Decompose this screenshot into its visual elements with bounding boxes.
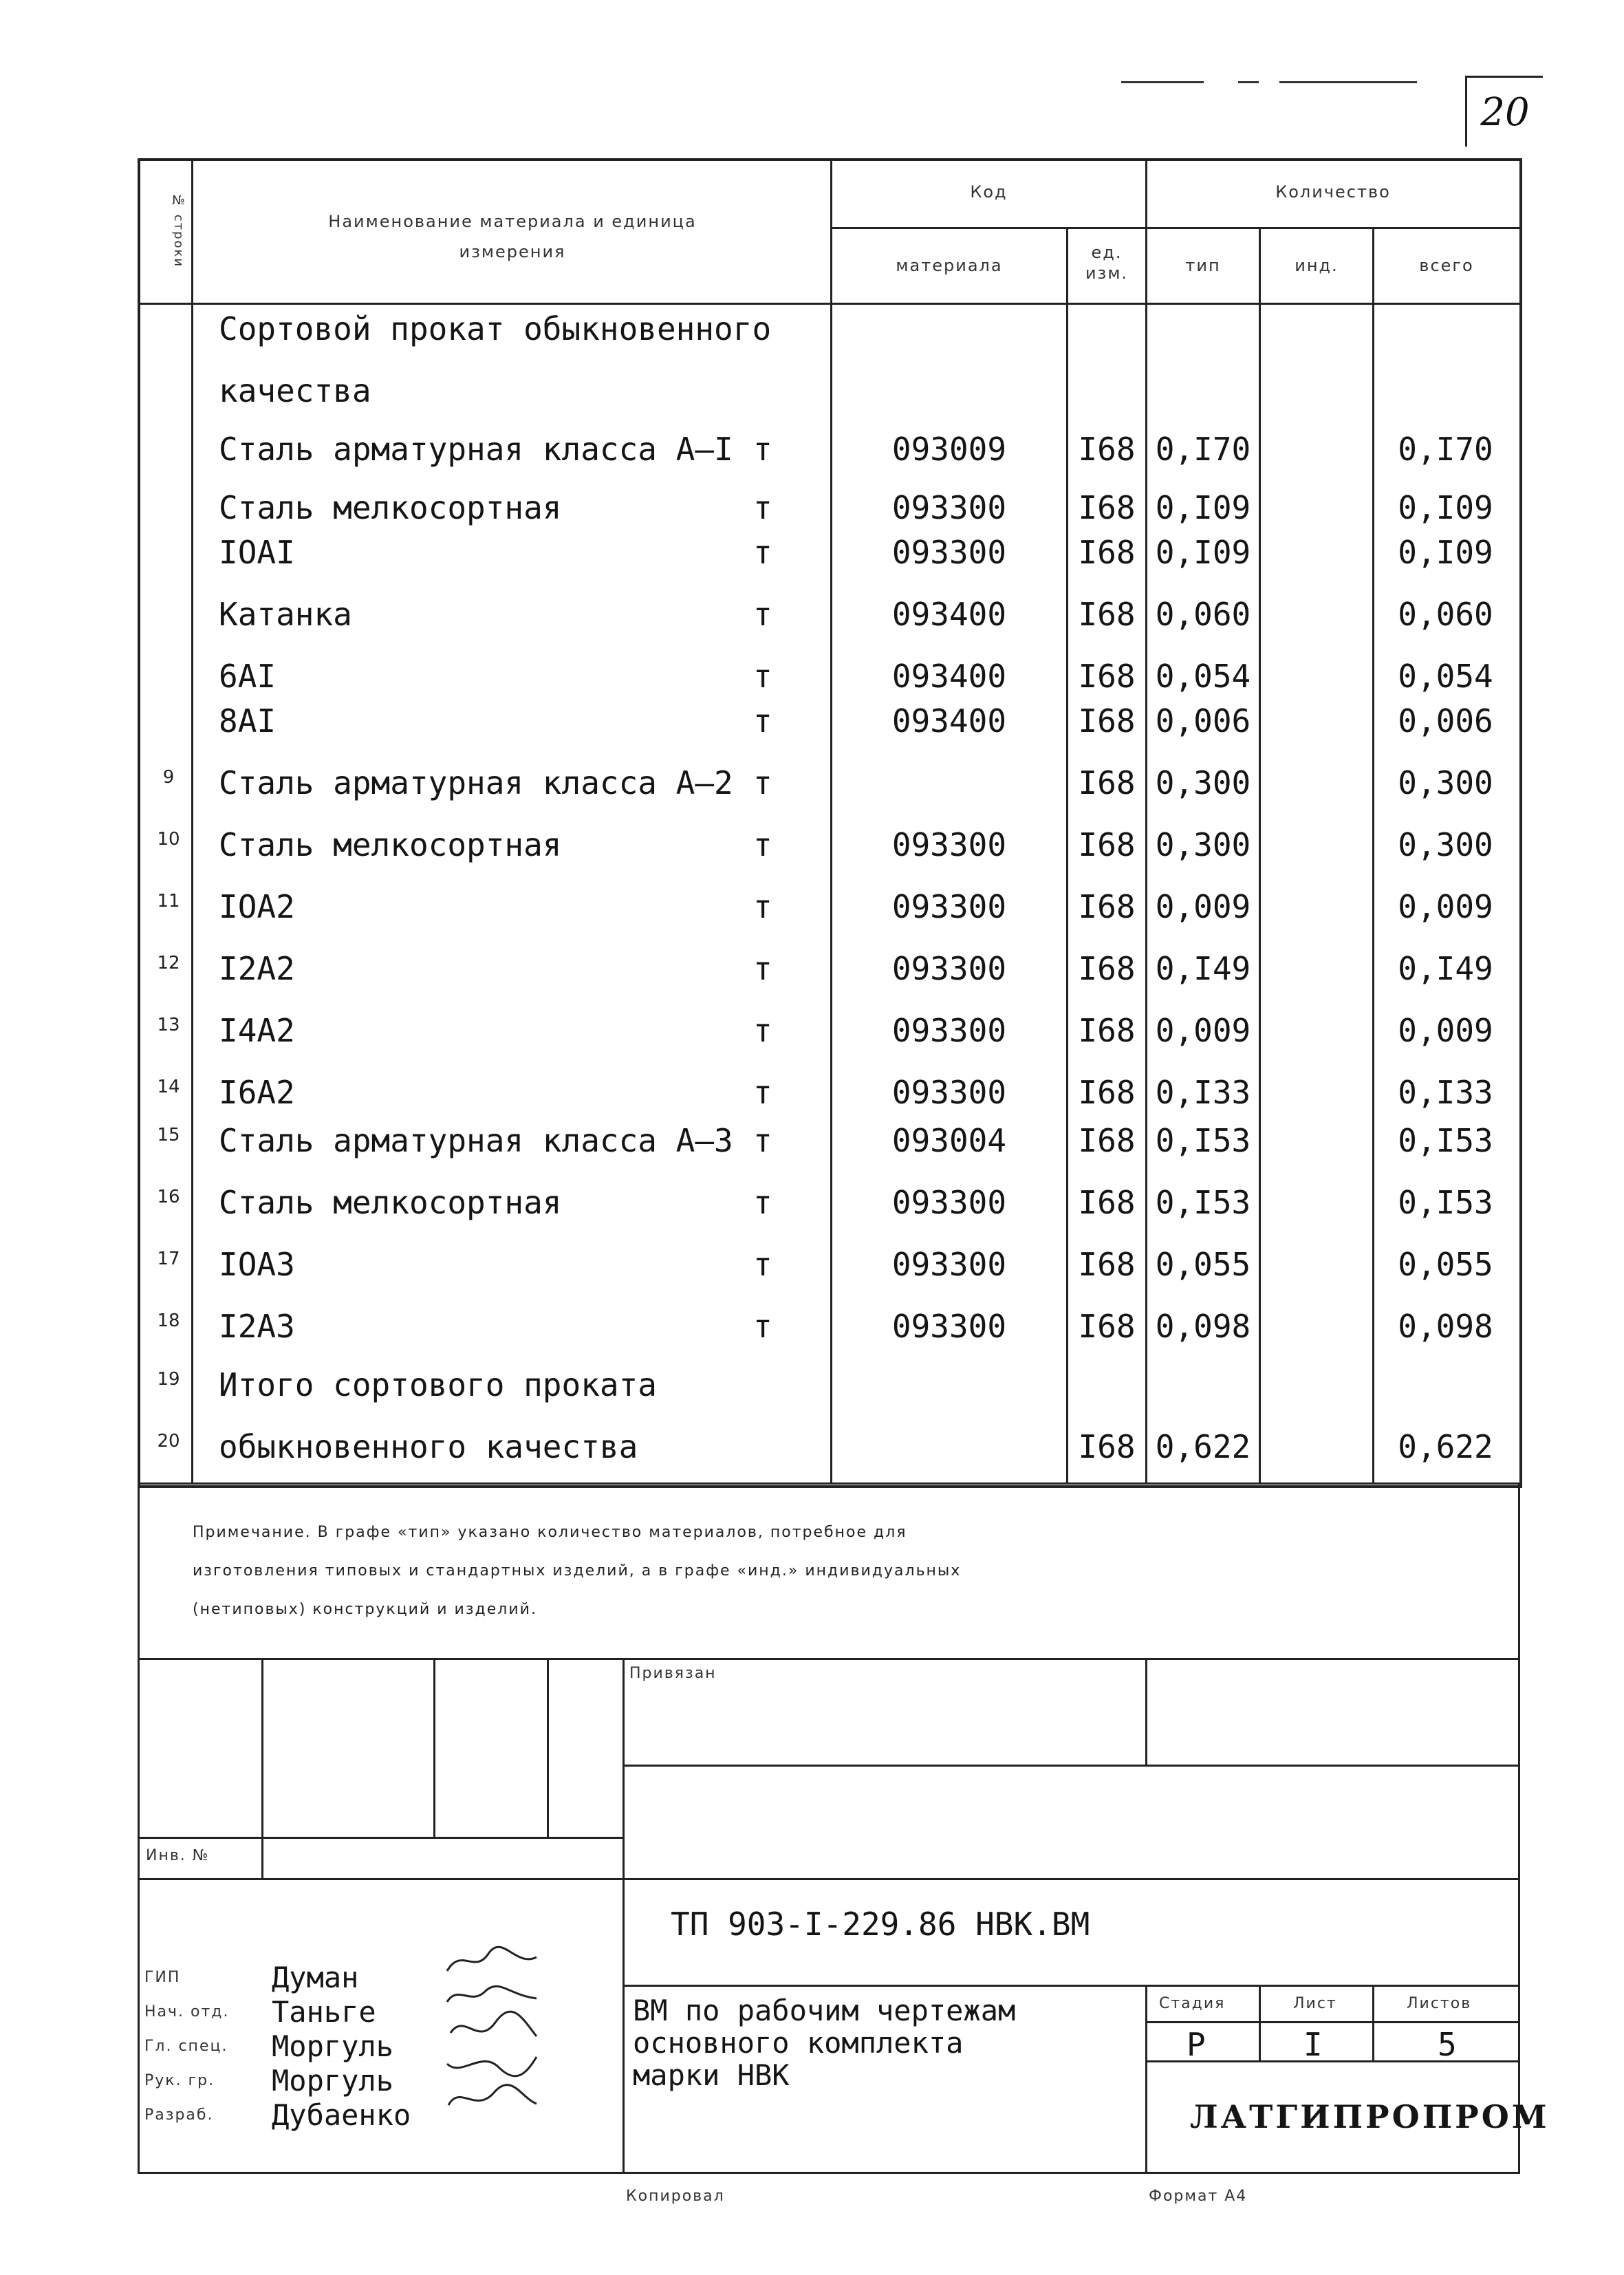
unit-code: I68 xyxy=(1078,489,1136,526)
unit-code: I68 xyxy=(1078,826,1136,863)
header-qty-total: всего xyxy=(1419,256,1474,275)
qty-total: 0,060 xyxy=(1398,596,1493,633)
row-number: 9 xyxy=(162,767,175,788)
inv-no-label: Инв. № xyxy=(146,1847,210,1864)
material-name: Сталь арматурная класса А–2 xyxy=(219,764,733,801)
tb-line-3 xyxy=(138,1878,1520,1880)
signatory-name: Думан xyxy=(272,1961,359,1994)
row-number: 18 xyxy=(157,1311,180,1331)
organization-name: ЛАТГИПРОПРОМ xyxy=(1190,2098,1550,2135)
material-name: I2A2 xyxy=(219,950,295,987)
tb-left-border xyxy=(138,1482,140,2174)
qty-total: 0,055 xyxy=(1398,1246,1493,1283)
unit-code: I68 xyxy=(1078,1012,1136,1049)
signatory-role: Рук. гр. xyxy=(144,2072,215,2089)
col-divider-num xyxy=(191,158,193,1482)
material-unit: т xyxy=(753,1074,772,1111)
sheet-value: I xyxy=(1303,2026,1323,2063)
note-line-1: Примечание. В графе «тип» указано количество материалов, потребное для xyxy=(193,1524,907,1541)
material-name: обыкновенного качества xyxy=(219,1428,638,1465)
unit-code: I68 xyxy=(1078,431,1136,468)
material-name: IOA3 xyxy=(219,1246,295,1283)
unit-code: I68 xyxy=(1078,1122,1136,1159)
material-name: Сортовой прокат обыкновенного xyxy=(219,310,772,347)
material-code: 093300 xyxy=(891,950,1007,987)
material-code: 093300 xyxy=(891,1246,1007,1283)
unit-code: I68 xyxy=(1078,764,1136,801)
title-line-2: основного комплекта xyxy=(633,2026,964,2060)
material-unit: т xyxy=(753,826,772,863)
sheets-value: 5 xyxy=(1438,2026,1457,2063)
qty-total: 0,I09 xyxy=(1398,534,1493,571)
signatory-name: Моргуль xyxy=(272,2029,394,2063)
qty-total: 0,I33 xyxy=(1398,1074,1493,1111)
tb-divider-main xyxy=(622,1658,625,2174)
material-unit: т xyxy=(753,1184,772,1221)
material-code: 093300 xyxy=(891,1184,1007,1221)
qty-total: 0,I70 xyxy=(1398,431,1493,468)
unit-code: I68 xyxy=(1078,1184,1136,1221)
material-name: Итого сортового проката xyxy=(219,1366,657,1403)
material-unit: т xyxy=(753,431,772,468)
material-name: IOA2 xyxy=(219,888,295,925)
material-name: Сталь мелкосортная xyxy=(219,489,562,526)
qty-typ: 0,I09 xyxy=(1155,489,1251,526)
material-name: I6A2 xyxy=(219,1074,295,1111)
material-unit: т xyxy=(753,950,772,987)
signature-5 xyxy=(440,2078,543,2119)
material-unit: т xyxy=(753,1308,772,1345)
qty-total: 0,098 xyxy=(1398,1308,1493,1345)
row-number: 10 xyxy=(157,829,180,850)
qty-typ: 0,060 xyxy=(1155,596,1251,633)
tb-bottom-line xyxy=(138,2172,1520,2174)
header-bottom-line xyxy=(138,303,1520,305)
qty-typ: 0,009 xyxy=(1155,1012,1251,1049)
qty-total: 0,I53 xyxy=(1398,1122,1493,1159)
material-code: 093300 xyxy=(891,826,1007,863)
tb-grid-v2 xyxy=(433,1658,435,1837)
qty-typ: 0,054 xyxy=(1155,658,1251,695)
material-name: I4A2 xyxy=(219,1012,295,1049)
tb-divider-privyazan xyxy=(1145,1658,1147,1765)
privyazan-label: Привязан xyxy=(629,1665,717,1682)
unit-code: I68 xyxy=(1078,1246,1136,1283)
col-divider-typ xyxy=(1259,227,1261,1482)
tb-line-1 xyxy=(138,1658,1520,1660)
material-unit: т xyxy=(753,1246,772,1283)
col-divider-name xyxy=(830,158,832,1482)
row-number: 17 xyxy=(157,1249,180,1269)
sheet-label: Лист xyxy=(1293,1995,1337,2012)
copied-label: Копировал xyxy=(626,2188,725,2205)
tb-inv-line xyxy=(138,1837,622,1839)
material-name: 6AI xyxy=(219,658,277,695)
tb-grid-v3 xyxy=(547,1658,549,1837)
material-unit: т xyxy=(753,658,772,695)
material-name: Сталь мелкосортная xyxy=(219,826,562,863)
unit-code: I68 xyxy=(1078,596,1136,633)
material-unit: т xyxy=(753,489,772,526)
qty-total: 0,622 xyxy=(1398,1428,1493,1465)
qty-typ: 0,I49 xyxy=(1155,950,1251,987)
material-code: 093400 xyxy=(891,596,1007,633)
material-name: Катанка xyxy=(219,596,352,633)
material-name: I2A3 xyxy=(219,1308,295,1345)
tb-inv-divider xyxy=(261,1837,263,1878)
material-code: 093009 xyxy=(891,431,1007,468)
qty-total: 0,I09 xyxy=(1398,489,1493,526)
qty-typ: 0,I09 xyxy=(1155,534,1251,571)
row-number: 11 xyxy=(157,891,180,912)
qty-typ: 0,I70 xyxy=(1155,431,1251,468)
qty-typ: 0,I53 xyxy=(1155,1184,1251,1221)
signatory-role: Нач. отд. xyxy=(144,2003,230,2020)
unit-code: I68 xyxy=(1078,658,1136,695)
unit-code: I68 xyxy=(1078,1074,1136,1111)
header-code-material: материала xyxy=(896,256,1003,275)
qty-total: 0,I49 xyxy=(1398,950,1493,987)
tb-line-5 xyxy=(1145,2021,1520,2023)
material-code: 093300 xyxy=(891,888,1007,925)
signatory-name: Моргуль xyxy=(272,2064,394,2098)
title-line-1: ВМ по рабочим чертежам xyxy=(633,1994,1016,2027)
unit-code: I68 xyxy=(1078,1428,1136,1465)
header-name: Наименование материала и единица измерения xyxy=(328,212,697,261)
header-qty-group: Количество xyxy=(1275,182,1391,202)
qty-total: 0,300 xyxy=(1398,826,1493,863)
material-code: 093300 xyxy=(891,1074,1007,1111)
qty-total: 0,009 xyxy=(1398,1012,1493,1049)
unit-code: I68 xyxy=(1078,888,1136,925)
header-code-group: Код xyxy=(970,182,1008,202)
material-code: 093300 xyxy=(891,489,1007,526)
stage-value: Р xyxy=(1187,2026,1206,2063)
unit-code: I68 xyxy=(1078,534,1136,571)
row-number: 12 xyxy=(157,953,180,973)
row-number: 14 xyxy=(157,1077,180,1097)
material-code: 093400 xyxy=(891,658,1007,695)
material-unit: т xyxy=(753,764,772,801)
signatory-role: ГИП xyxy=(144,1969,181,1986)
unit-code: I68 xyxy=(1078,950,1136,987)
material-unit: т xyxy=(753,1122,772,1159)
tb-divider-sheets xyxy=(1372,1985,1374,2060)
sheet-number: 20 xyxy=(1465,76,1543,147)
material-name: Сталь арматурная класса А–I xyxy=(219,431,733,468)
qty-total: 0,006 xyxy=(1398,702,1493,740)
material-unit: т xyxy=(753,534,772,571)
qty-typ: 0,055 xyxy=(1155,1246,1251,1283)
material-name: Сталь мелкосортная xyxy=(219,1184,562,1221)
header-qty-typ: тип xyxy=(1185,256,1221,275)
qty-total: 0,009 xyxy=(1398,888,1493,925)
signatory-role: Гл. спец. xyxy=(144,2038,228,2055)
stage-label: Стадия xyxy=(1159,1995,1226,2012)
row-number: 19 xyxy=(157,1369,180,1390)
row-number: 13 xyxy=(157,1015,180,1035)
qty-typ: 0,098 xyxy=(1155,1308,1251,1345)
signatory-name: Дубаенко xyxy=(272,2098,411,2132)
qty-typ: 0,I53 xyxy=(1155,1122,1251,1159)
header-qty-ind: инд. xyxy=(1295,256,1339,275)
material-name: IOAI xyxy=(219,534,295,571)
material-name: 8AI xyxy=(219,702,277,740)
qty-typ: 0,009 xyxy=(1155,888,1251,925)
tb-divider-stage xyxy=(1145,1985,1147,2174)
signatory-name: Таньге xyxy=(272,1995,376,2029)
row-number: 16 xyxy=(157,1187,180,1207)
qty-total: 0,054 xyxy=(1398,658,1493,695)
tb-line-2 xyxy=(622,1765,1520,1767)
qty-total: 0,300 xyxy=(1398,764,1493,801)
qty-typ: 0,I33 xyxy=(1155,1074,1251,1111)
material-code: 093400 xyxy=(891,702,1007,740)
note-line-2: изготовления типовых и стандартных изделий, а в графе «инд.» индивидуальных xyxy=(193,1562,962,1579)
tb-right-border xyxy=(1518,1482,1520,2174)
material-unit: т xyxy=(753,888,772,925)
tb-grid-v1 xyxy=(261,1658,263,1837)
material-code: 093004 xyxy=(891,1122,1007,1159)
qty-typ: 0,006 xyxy=(1155,702,1251,740)
format-label: Формат А4 xyxy=(1149,2188,1248,2205)
title-line-3: марки НВК xyxy=(633,2058,790,2092)
qty-typ: 0,300 xyxy=(1155,764,1251,801)
note-top-line xyxy=(138,1482,1520,1485)
material-code: 093300 xyxy=(891,1012,1007,1049)
material-unit: т xyxy=(753,1012,772,1049)
row-number: 15 xyxy=(157,1125,180,1145)
row-number: 20 xyxy=(157,1431,180,1452)
tb-divider-sheet xyxy=(1259,1985,1261,2060)
header-mid-line xyxy=(830,227,1520,229)
sheets-label: Листов xyxy=(1407,1995,1472,2012)
header-num: № строки xyxy=(171,193,186,268)
note-line-3: (нетиповых) конструкций и изделий. xyxy=(193,1601,537,1618)
col-divider-ed xyxy=(1145,158,1147,1482)
header-code-unit: ед. изм. xyxy=(1085,243,1129,283)
material-name: Сталь арматурная класса А–3 xyxy=(219,1122,733,1159)
material-unit: т xyxy=(753,702,772,740)
signatory-role: Разраб. xyxy=(144,2106,214,2124)
unit-code: I68 xyxy=(1078,1308,1136,1345)
tb-line-4 xyxy=(622,1985,1520,1987)
material-code: 093300 xyxy=(891,1308,1007,1345)
note xyxy=(193,1513,1486,1629)
material-code: 093300 xyxy=(891,534,1007,571)
material-unit: т xyxy=(753,596,772,633)
qty-typ: 0,300 xyxy=(1155,826,1251,863)
material-name: качества xyxy=(219,372,371,409)
qty-typ: 0,622 xyxy=(1155,1428,1251,1465)
unit-code: I68 xyxy=(1078,702,1136,740)
doc-code: ТП 903-I-229.86 НВК.ВМ xyxy=(671,1906,1090,1943)
qty-total: 0,I53 xyxy=(1398,1184,1493,1221)
